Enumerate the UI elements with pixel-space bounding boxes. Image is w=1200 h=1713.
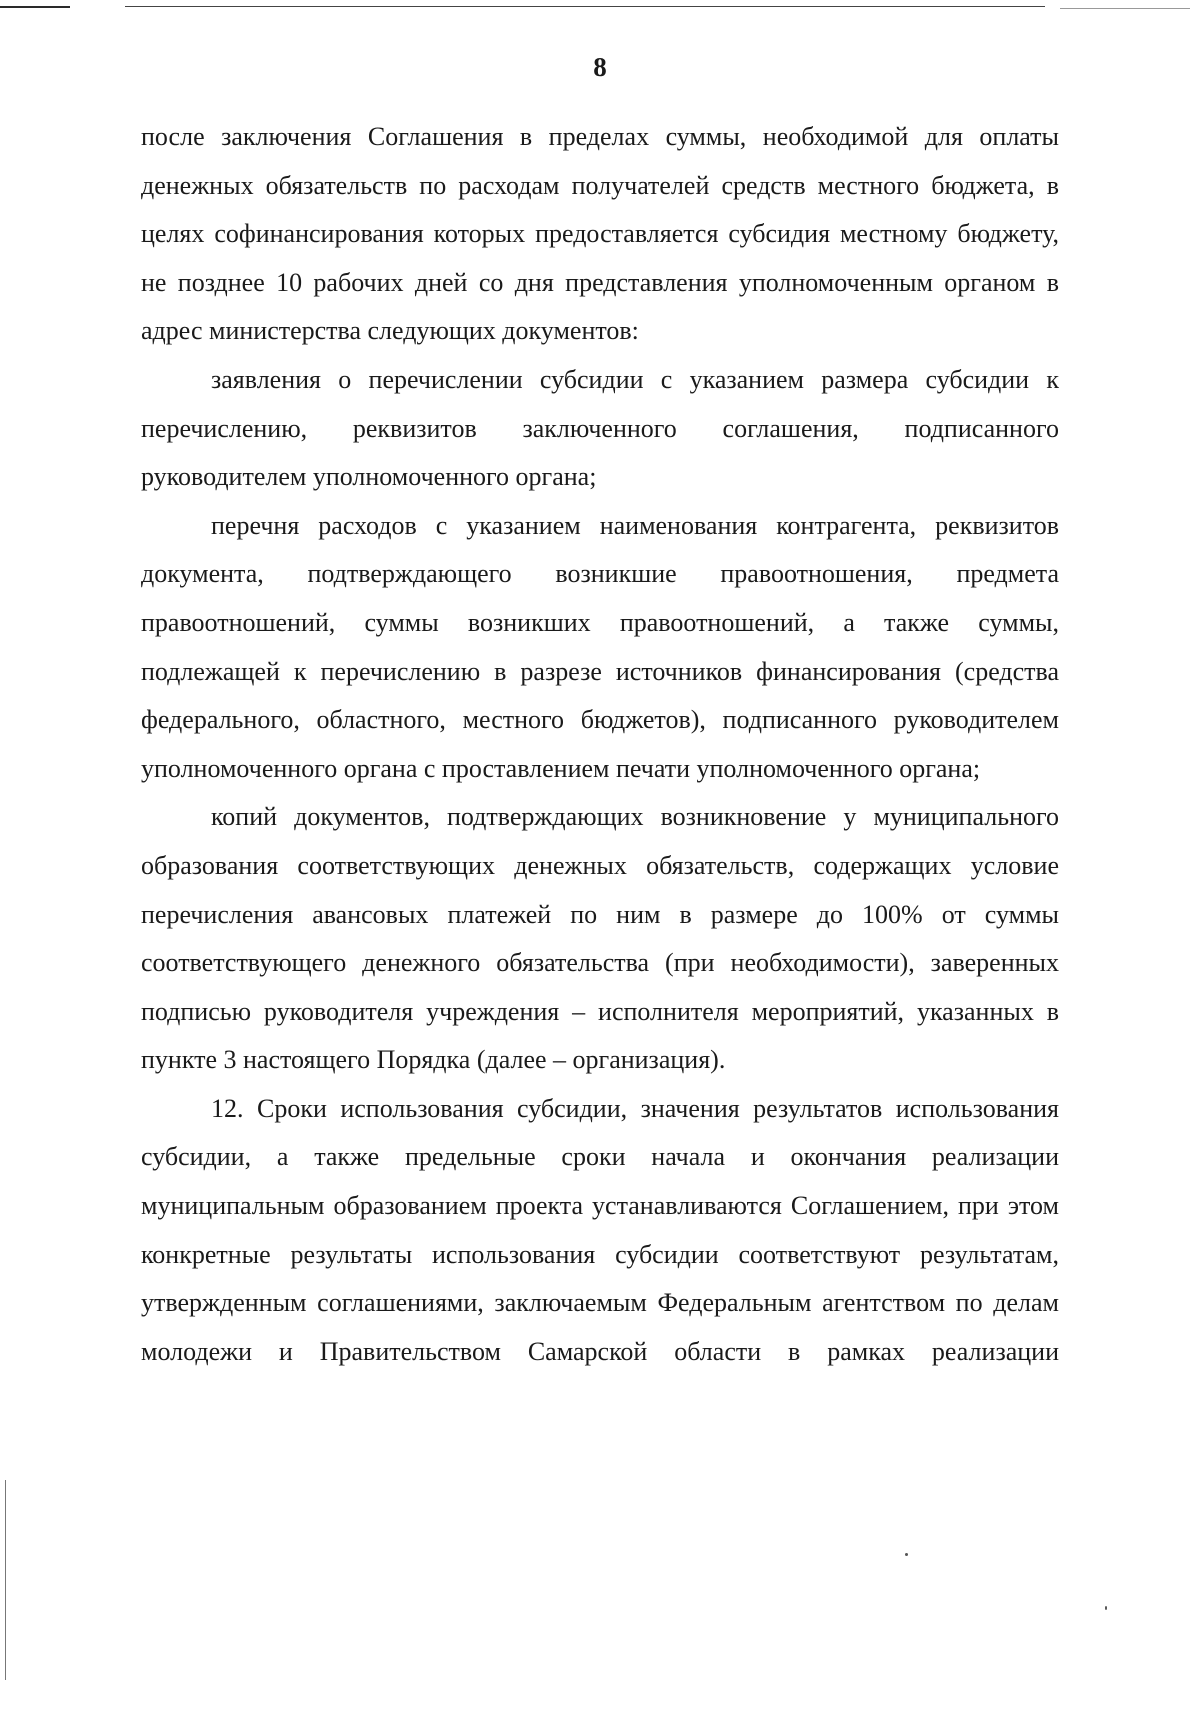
paragraph: копий документов, подтверждающих возникновение у муниципального образования соответствующих денежных обязательств, содержащих условие перечисления авансовых платежей по ним в размере до 100% от суммы соответствующего денежного обязательства (при необходимости), заверенных подписью руководителя учреждения – исполнителя мероприятий, указанных в пункте 3 настоящего Порядка (далее – организация). bbox=[141, 802, 1059, 1075]
paragraph: заявления о перечислении субсидии с указанием размера субсидии к перечислению, реквизитов заключенного соглашения, подписанного руководителем уполномоченного органа; bbox=[141, 364, 1059, 492]
scan-edge-line bbox=[125, 6, 1045, 7]
paragraph: после заключения Соглашения в пределах суммы, необходимой для оплаты денежных обязательств по расходам получателей средств местного бюджета, в целях софинансирования которых предоставляется субсидия местному бюджету, не позднее 10 рабочих дней со дня представления уполномоченным органом в адрес министерства следующих документов: bbox=[141, 122, 1059, 346]
page-number: 8 bbox=[593, 52, 607, 82]
paragraph: перечня расходов с указанием наименования контрагента, реквизитов документа, подтверждающего возникшие правоотношения, предмета правоотношений, суммы возникших правоотношений, а также суммы, подлежащей к перечислению в разрезе источников финансирования (средства федерального, областного, местного бюджетов), подписанного руководителем уполномоченного органа с проставлением печати уполномоченного органа; bbox=[141, 510, 1059, 783]
scan-edge-line bbox=[5, 1480, 6, 1680]
scan-speck bbox=[905, 1553, 908, 1556]
scan-speck bbox=[1105, 1606, 1107, 1610]
paragraph: 12. Сроки использования субсидии, значения результатов использования субсидии, а также предельные сроки начала и окончания реализации муниципальным образованием проекта устанавливаются Соглашением, при этом конкретные результаты использования субсидии соответствуют результатам, утвержденным соглашениями, заключаемым Федеральным агентством по делам молодежи и Правительством Самарской области в рамках реализации bbox=[141, 1093, 1059, 1366]
scan-edge-line bbox=[0, 6, 70, 8]
scan-edge-line bbox=[1060, 8, 1190, 9]
document-body bbox=[141, 113, 1059, 1376]
